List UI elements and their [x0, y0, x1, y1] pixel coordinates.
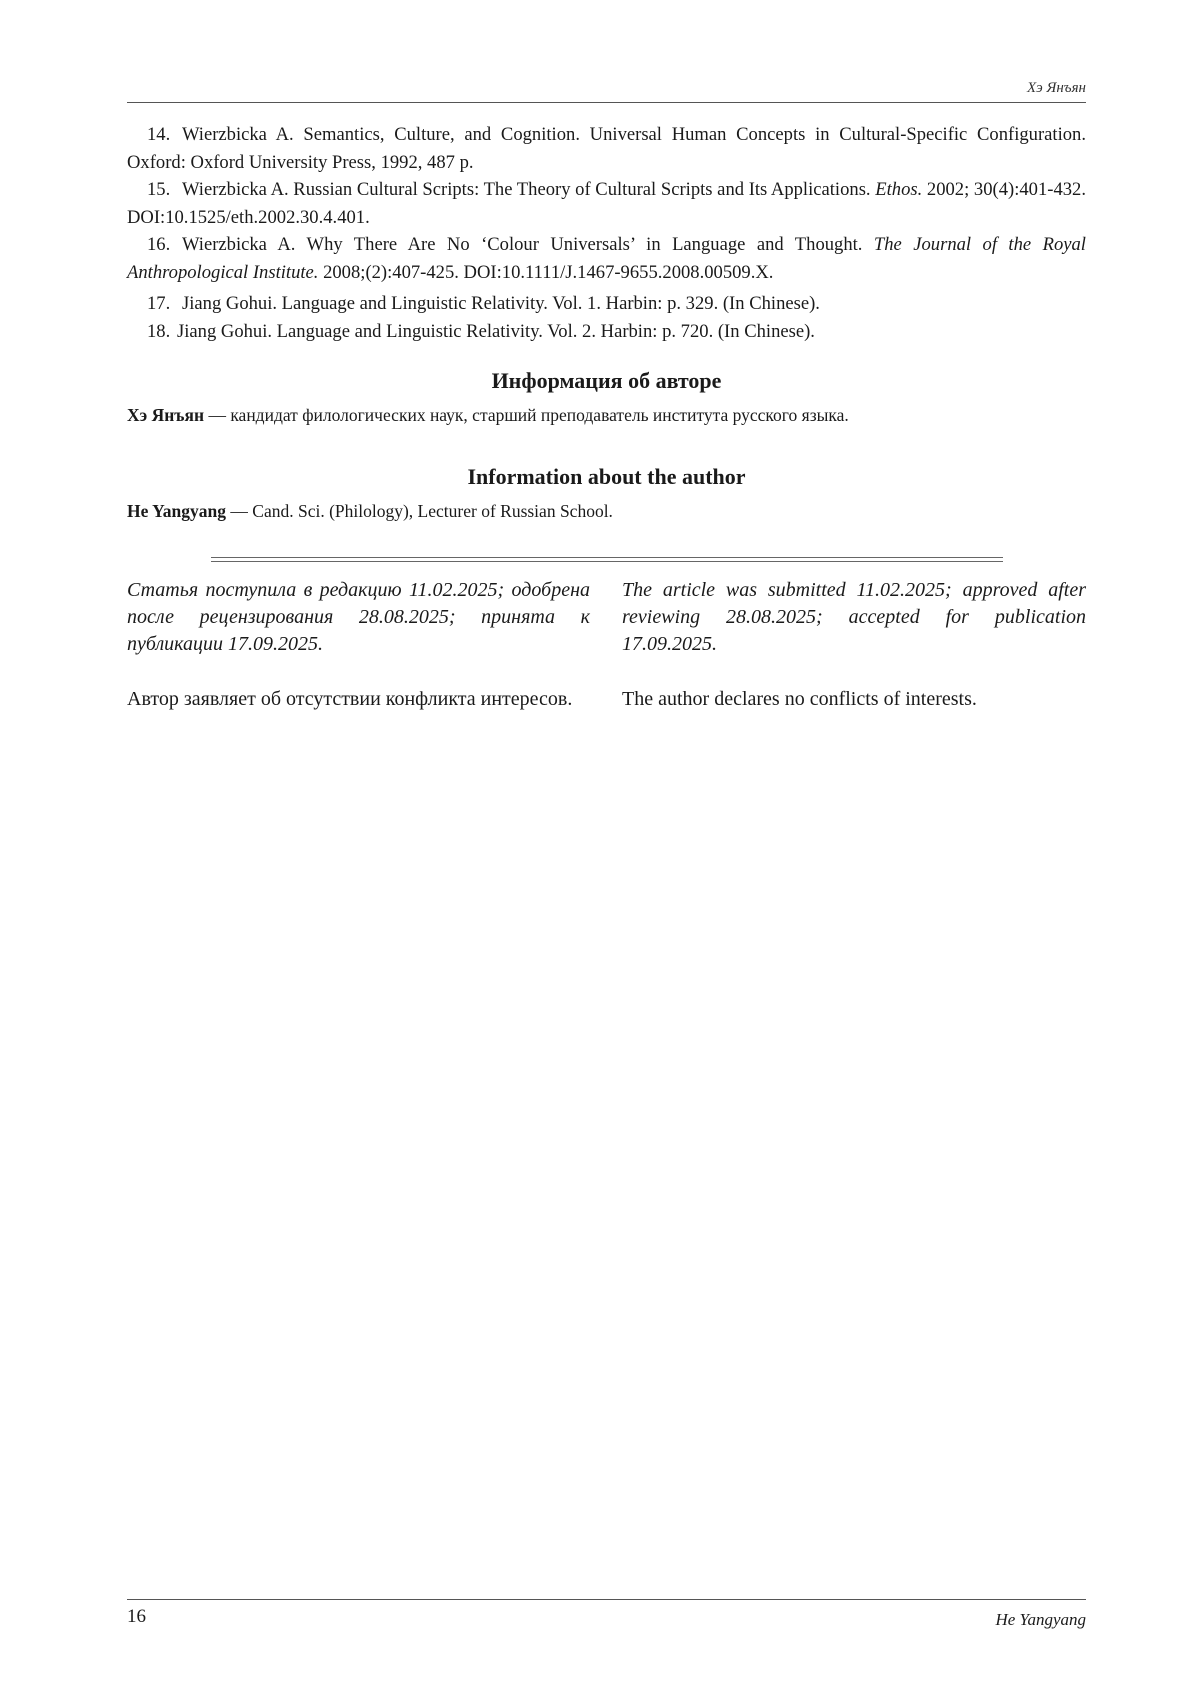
- reference-list: [127, 121, 1086, 345]
- reference-journal: The Journal of the Royal Anthropological Institute.: [127, 234, 1086, 283]
- footer-rule: [127, 1599, 1086, 1600]
- conflict-statement-ru-block: [127, 686, 590, 713]
- submission-dates-en: The article was submitted 11.02.2025; approved after reviewing 28.08.2025; accepted for publication 17.09.2025.: [622, 579, 1086, 655]
- reference-text: 2002; 30(4):401-432. DOI:10.1525/eth.2002.30.4.401.: [127, 179, 1086, 228]
- reference-item: [127, 318, 1086, 346]
- conflict-statement-ru: Автор заявляет об отсутствии конфликта интересов.: [127, 688, 573, 710]
- reference-number: 15.: [147, 179, 171, 200]
- author-info-heading-en: Information about the author: [467, 464, 746, 489]
- conflict-statement-en: The author declares no conflicts of interests.: [622, 688, 977, 710]
- reference-number: 14.: [147, 124, 171, 145]
- reference-number: 18.: [147, 320, 171, 342]
- reference-text: Wierzbicka A. Russian Cultural Scripts: The Theory of Cultural Scripts and Its Applications.: [182, 179, 876, 200]
- author-info-ru: [127, 405, 1086, 426]
- reference-number: 17.: [147, 293, 171, 314]
- submission-dates-ru: Статья поступила в редакцию 11.02.2025; одобрена после рецензирования 28.08.2025; принята к публикации 17.09.2025.: [127, 579, 590, 655]
- reference-item: [127, 176, 1086, 231]
- reference-number: 16.: [147, 234, 171, 255]
- running-header: Хэ Янъян: [1026, 80, 1086, 96]
- author-name-ru: Хэ Янъян: [127, 405, 205, 425]
- dates-ru: [127, 577, 590, 658]
- reference-item: [127, 290, 1086, 318]
- reference-item: [127, 121, 1086, 176]
- author-description-ru: — кандидат филологических наук, старший преподаватель института русского языка.: [204, 405, 849, 425]
- reference-text: Jiang Gohui. Language and Linguistic Relativity. Vol. 1. Harbin: p. 329. (In Chinese).: [182, 293, 820, 314]
- author-description-en: — Cand. Sci. (Philology), Lecturer of Russian School.: [226, 501, 613, 521]
- reference-text: Jiang Gohui. Language and Linguistic Relativity. Vol. 2. Harbin: p. 720. (In Chinese).: [177, 320, 815, 342]
- author-info-heading-ru: Информация об авторе: [491, 368, 722, 393]
- conflict-statement-en-block: [622, 686, 1086, 713]
- running-footer: He Yangyang: [995, 1610, 1086, 1629]
- page-number: 16: [127, 1606, 146, 1627]
- journal-page: [127, 0, 1086, 1697]
- header-rule: [127, 102, 1086, 103]
- reference-text: Wierzbicka A. Semantics, Culture, and Cognition. Universal Human Concepts in Cultural-Specific Configuration. Oxford: Oxford University Press, 1992, 487 p.: [127, 124, 1086, 173]
- reference-text: Wierzbicka A. Why There Are No ‘Colour Universals’ in Language and Thought.: [182, 234, 874, 255]
- author-info-en: [127, 501, 1086, 522]
- author-name-en: He Yangyang: [127, 501, 227, 521]
- double-divider: [211, 557, 1003, 562]
- reference-text: 2008;(2):407-425. DOI:10.1111/J.1467-9655.2008.00509.X.: [318, 261, 774, 283]
- reference-item: [127, 231, 1086, 286]
- reference-journal: Ethos.: [875, 179, 923, 200]
- dates-en: [622, 577, 1086, 658]
